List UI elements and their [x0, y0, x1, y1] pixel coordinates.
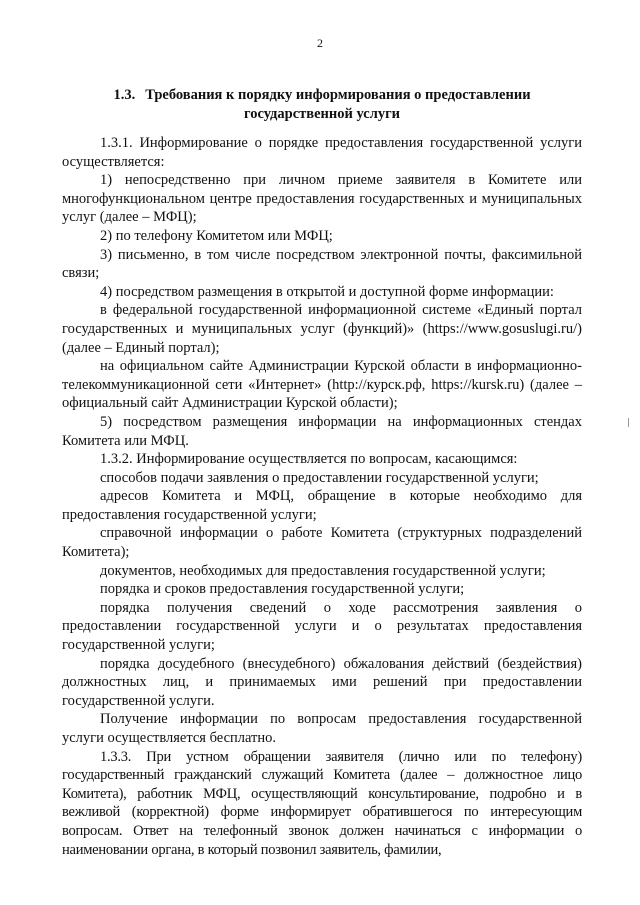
document-body [62, 134, 582, 859]
paragraph: 2) по телефону Комитетом или МФЦ; [100, 227, 333, 244]
section-number: 1.3. [113, 87, 136, 103]
paragraph: 4) посредством размещения в открытой и доступной форме информации: [100, 283, 554, 300]
paragraph: справочной информации о работе Комитета (структурных подразделений Комитета); [62, 525, 582, 561]
page-number: 2 [317, 36, 323, 50]
paragraph: порядка досудебного (внесудебного) обжалования действий (бездействия) должностных лиц, и принимаемых ими решений при предоставлении государственной услуги. [62, 655, 582, 709]
paragraph: документов, необходимых для предоставления государственной услуги; [100, 562, 546, 579]
paragraph: Получение информации по вопросам предоставления государственной услуги осуществляется бесплатно. [62, 711, 582, 746]
paragraph: в федеральной государственной информационной системе «Единый портал государственных и муниципальных услуг (функций)» (https://www.gosuslugi.ru/) (далее – Единый портал); [62, 302, 582, 356]
section-heading [62, 86, 582, 124]
paragraph: 1.3.2. Информирование осуществляется по вопросам, касающимся: [100, 451, 518, 468]
paragraph: 5) посредством размещения информации на информационных стендах Комитета или МФЦ. [62, 413, 582, 449]
paragraph: порядка и сроков предоставления государственной услуги; [100, 581, 465, 598]
paragraph: 1) непосредственно при личном приеме заявителя в Комитете или многофункциональном центре предоставления государственных и муниципальных услуг (далее – МФЦ); [62, 172, 582, 226]
paragraph: 3) письменно, в том числе посредством электронной почты, факсимильной связи; [62, 246, 582, 282]
scan-mark [628, 418, 629, 427]
paragraph: способов подачи заявления о предоставлении государственной услуги; [100, 469, 539, 486]
paragraph: порядка получения сведений о ходе рассмотрения заявления о предоставлении государственной услуги и о результатах предоставления государственной услуги; [62, 599, 582, 654]
section-title: Требования к порядку информирования о предоставлении государственной услуги [145, 87, 531, 122]
paragraph: 1.3.3. При устном обращении заявителя (лично или по телефону) государственный гражданский служащий Комитета (далее – должностное лицо Комитета), работник МФЦ, осуществляющий консультирование, подробно и в вежливой (корректной) форме информирует обратившегося по интересующим вопросам. Ответ на телефонный звонок должен начинаться с информации о наименовании органа, в который позвонил заявитель, фамилии, [62, 748, 582, 858]
paragraph: на официальном сайте Администрации Курской области в информационно-телекоммуникационной сети «Интернет» (http://курск.рф, https://kursk.ru) (далее – официальный сайт Администрации Курской области); [62, 358, 582, 412]
paragraph: 1.3.1. Информирование о порядке предоставления государственной услуги осуществляется: [62, 135, 582, 170]
paragraph: адресов Комитета и МФЦ, обращение в которые необходимо для предоставления государственной услуги; [62, 488, 582, 523]
